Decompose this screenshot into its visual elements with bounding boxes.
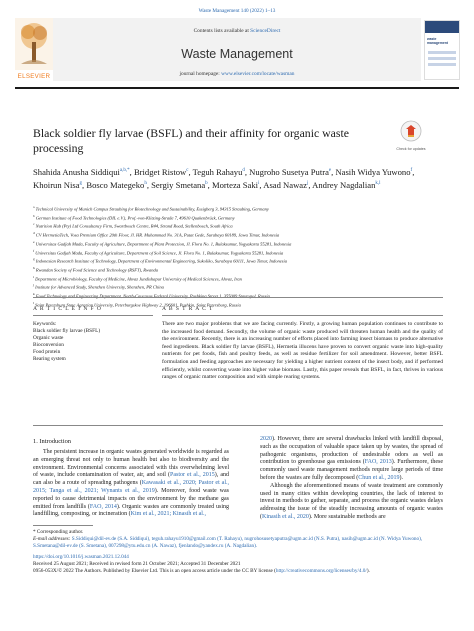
body-paragraph <box>260 436 443 483</box>
paper-title: Black soldier fly larvae (BSFL) and their affinity for organic waste processing <box>33 126 350 155</box>
citation-link[interactable]: Kim et al., 2021; Kinasih et al., <box>130 511 206 518</box>
keywords-label: Keywords: <box>33 321 57 327</box>
author-separator: , <box>308 180 313 191</box>
license-link[interactable]: http://creativecommons.org/licenses/by/4.0/ <box>275 568 367 575</box>
body-column-right <box>260 436 443 522</box>
keyword-item: Food protein <box>33 349 61 355</box>
corresponding-author-note: * Corresponding author. <box>33 529 84 535</box>
check-for-updates-icon[interactable] <box>400 120 422 146</box>
header-rule <box>15 87 459 89</box>
affiliation-item <box>33 239 443 248</box>
body-text: ). <box>399 474 403 481</box>
article-info-rule <box>33 315 153 316</box>
affiliation-key: b <box>33 213 35 218</box>
body-text: The persistent increase in organic wastes generated worldwide is regarded as an emerging threat not only to human health but also to biodiversity and the environment. Environmental concerns associated with this overwhelming level of waste, include contamination of water, air, and soil ( <box>33 449 229 479</box>
affiliation-item <box>33 213 443 222</box>
author-separator: , <box>129 166 134 177</box>
footnotes <box>33 529 443 575</box>
author-affiliation-marker[interactable]: b <box>205 181 208 187</box>
journal-homepage <box>120 71 354 77</box>
author-affiliation-marker[interactable]: c <box>186 168 189 173</box>
section-heading-introduction: 1. Introduction <box>33 438 71 445</box>
affiliation-text: Technical University of Munich Campus Straubing for Biotechnology and Sustainability, Essigberg 3, 94315 Straubing, Germany <box>34 206 269 212</box>
keyword-list <box>33 328 153 363</box>
affiliation-item <box>33 204 443 213</box>
journal-reference[interactable]: Waste Management 140 (2022) 1–13 <box>198 8 276 14</box>
doi-link[interactable]: https://doi.org/10.1016/j.wasman.2021.12.044 <box>33 553 129 560</box>
body-text: ). However, there are several drawbacks linked with landfill disposal, such as the occupation of valuable space taken up by wastes, the spread of pathogenic organisms, production of undesirable odors as well as contribution to greenhouse gas emissions ( <box>260 436 443 466</box>
author-name[interactable]: Morteza Saki <box>211 180 259 191</box>
citation-link[interactable]: Kinasih et al., 2020 <box>262 513 309 520</box>
body-column-left <box>33 449 229 519</box>
keyword-item: Black soldier fly larvae (BSFL) <box>33 328 101 334</box>
affiliation-key: e <box>33 239 35 244</box>
keyword-item: Bioconversion <box>33 342 64 348</box>
affiliation-text: Rwandan Society of Food Science and Technology (RSFT), Rwanda <box>34 267 159 273</box>
check-for-updates-label[interactable]: Check for updates <box>396 147 426 151</box>
affiliation-text: German Institute of Food Technologies (DIL e.V.), Prof.-von-Klitzing-Straße 7, 49610 Quakenbrück, Germany <box>34 215 235 221</box>
affiliation-list <box>33 204 443 308</box>
author-affiliation-marker[interactable]: i <box>258 181 260 187</box>
affiliation-item <box>33 274 443 283</box>
journal-cover-thumbnail[interactable] <box>424 20 460 80</box>
author-name[interactable]: Bosco Mategeko <box>86 180 145 191</box>
affiliation-text: CV HermetiaTech, Vosa Premium Office 20th Floor, Jl. HR. Muhammad No. 31A, Putat Gede, Surabaya 60189, Jawa Timur, Indonesia <box>34 232 280 238</box>
author-name[interactable]: Sergiy Smetana <box>151 180 206 191</box>
citation-link[interactable]: FAO, 2014 <box>89 503 117 510</box>
article-info-heading: A R T I C L E I N F O <box>33 306 102 312</box>
elsevier-wordmark: ELSEVIER <box>17 73 51 80</box>
homepage-link[interactable]: www.elsevier.com/locate/wasman <box>221 71 295 77</box>
affiliation-item <box>33 265 443 274</box>
affiliation-item <box>33 221 443 230</box>
affiliation-key: f <box>33 248 35 253</box>
license-statement <box>33 568 443 575</box>
elsevier-tree-icon <box>15 18 53 70</box>
cover-title: waste management <box>427 37 448 45</box>
body-text: ). Furthermore, these commonly used waste management methods require large periods of time before the wastes are fully decomposed ( <box>260 459 443 481</box>
affiliation-item <box>33 256 443 265</box>
keywords-block <box>33 321 153 363</box>
keyword-item: Rearing system <box>33 356 66 362</box>
author-separator: , <box>412 166 415 177</box>
cover-stripe <box>428 51 456 54</box>
author-separator: , <box>82 180 87 191</box>
affiliation-item <box>33 230 443 239</box>
author-name[interactable]: Teguh Rahayu <box>192 166 243 177</box>
author-name[interactable]: Nugroho Susetya Putra <box>249 166 329 177</box>
affiliation-text: Nutrition Hub (Pty) Ltd Consultancy Firm, Swartbosch Centre, R44, Strand Road, Stellenbosch, South Africa <box>34 223 233 229</box>
affiliation-key: i <box>33 274 34 279</box>
body-text: ). Moreover, food waste was reported to cause detrimental impacts on the environment by the methane gas emitted from landfills ( <box>33 487 229 510</box>
email-list[interactable]: S.Siddiqui@dil-ev.de (S.A. Siddiqui), teguh.rahayu1910@gmail.com (T. Rahayu), nugrohosusetyaputra@ugm.ac.id (N.S. Putra), nasih@ugm.ac.id (N. Widya Yuwono), S.Smetana@dil-ev.de (S. Smetana), 007298@ytu.edu.cn (A. Nawaz), fjenlando@yandex.ru (A. Nagdalian). <box>33 536 423 550</box>
body-paragraph <box>33 449 229 519</box>
homepage-prefix: journal homepage: <box>179 71 222 77</box>
affiliation-key: h <box>33 265 35 270</box>
body-paragraph <box>260 483 443 522</box>
affiliation-key: c <box>33 222 35 227</box>
author-affiliation-marker[interactable]: a,b,* <box>119 168 130 173</box>
author-affiliation-marker[interactable]: d <box>242 168 245 173</box>
affiliation-key: k <box>33 292 35 297</box>
affiliation-item <box>33 282 443 291</box>
author-separator: , <box>207 180 212 191</box>
author-name[interactable]: Khoirun Nisa <box>33 180 80 191</box>
author-affiliation-marker[interactable]: k,l <box>375 181 381 187</box>
affiliation-item <box>33 291 443 300</box>
body-divider <box>33 425 443 426</box>
license-suffix: ). <box>366 568 370 575</box>
contents-availability <box>120 28 354 34</box>
author-separator: , <box>259 180 264 191</box>
author-separator: , <box>188 166 193 177</box>
cover-stripe <box>428 57 456 60</box>
body-text: ). More sustainable methods are <box>308 513 386 520</box>
author-affiliation-marker[interactable]: h <box>144 181 147 187</box>
author-separator: , <box>146 180 152 191</box>
abstract-text: There are two major problems that we are facing currently. Firstly, a growing human population continues to contribute to the increased food demand. Secondly, the volume of organic waste produced will threaten human health and the quality of the environment. Recently, there is an increasing number of efforts placed into farming insect biomass to produce alternative feed ingredients. Black soldier fly larvae (BSFL), Hermetia illucens have proven to convert organic waste into high-quality nutrients for pet foods, fish and poultry feeds, as well as residue fertilizer for soil amendment. However, better BSFL formulation and feeding approaches are necessary for yielding a higher nutrient content of the insect body, and if performed efficiently, whilst converting waste into higher value biomass. Lastly, this paper reveals that BSFL, in fact, thrives in various ranges of organic matter composition and with simple rearing systems. <box>162 321 443 381</box>
author-name[interactable]: Andrey Nagdalian <box>312 180 376 191</box>
sciencedirect-link[interactable]: ScienceDirect <box>250 28 281 34</box>
author-affiliation-marker[interactable]: e <box>328 168 332 173</box>
author-name[interactable]: Asad Nawaz <box>263 180 307 191</box>
author-name[interactable]: Bridget Ristow <box>133 166 187 177</box>
author-affiliation-marker[interactable]: j <box>306 181 309 187</box>
affiliation-text: Institute for Advanced Study, Shenzhen University, Shenzhen, PR China <box>33 284 164 290</box>
contents-prefix: Contents lists available at <box>193 28 251 34</box>
journal-name: Waste Management <box>181 47 293 61</box>
affiliation-key: d <box>33 231 35 236</box>
author-list <box>33 165 443 192</box>
author-name[interactable]: Shahida Anusha Siddiqui <box>33 166 120 177</box>
affiliation-text: Universitas Gadjah Mada, Faculty of Agriculture, Department of Soil Science, Jl. Flora No. 1, Bulaksumur, Yogyakarta 55281, Indonesia <box>34 250 284 256</box>
affiliation-key: j <box>33 283 34 288</box>
citation-link[interactable]: FAO, 2013 <box>364 459 392 466</box>
citation-link[interactable]: Kawasaki et al., 2020; Pastor et al., 2015; Tanga et al., 2021; Wynants et al., 2019 <box>33 480 230 494</box>
affiliation-key: g <box>33 257 35 262</box>
author-separator: , <box>244 166 250 177</box>
affiliation-text: Saint Petersburg State Agrarian University, Peterburgskoe Highway 2, 196601, Pushkin, Saint Petersburg, Russia <box>33 302 241 308</box>
affiliation-divider <box>33 297 443 298</box>
abstract-heading: A B S T R A C T <box>162 306 214 312</box>
citation-link[interactable]: Chun et al., 2019 <box>358 474 400 481</box>
affiliation-item <box>33 248 443 257</box>
author-name[interactable]: Nasih Widya Yuwono <box>335 166 411 177</box>
body-text: Although the aforementioned means of waste treatment are commonly used in many cities within developing countries, the lack of interest to invest in methods to gather, separate, and process the organic wastes delays addressing the issue of the steadily increasing amounts of organic wastes ( <box>260 482 443 520</box>
email-addresses <box>33 536 443 550</box>
cover-stripe <box>428 63 456 66</box>
abstract-rule <box>162 315 443 316</box>
keyword-item: Organic waste <box>33 335 64 341</box>
affiliation-key: a <box>33 205 35 209</box>
affiliation-text: Department of Microbiology, Faculty of Medicine, Ahvaz Jundishapur University of Medical Sciences, Ahvaz, Iran <box>33 276 242 282</box>
elsevier-logo <box>15 18 53 82</box>
affiliation-key: l <box>33 300 34 305</box>
affiliation-text: Indonesian Research Institute of Technology, Department of Environmental Engineering, Sukoliko, Surabaya 60111, Jawa Timur, Indonesia <box>34 258 288 264</box>
cover-band <box>425 21 459 33</box>
received-dates: Received 25 August 2021; Received in revised form 21 October 2021; Accepted 31 December 2021 <box>33 560 241 567</box>
author-affiliation-marker[interactable]: g <box>79 181 83 187</box>
email-label: E-mail addresses: <box>33 536 72 543</box>
author-separator: , <box>331 166 336 177</box>
license-prefix: 0956-053X/© 2022 The Authors. Published by Elsevier Ltd. This is an open access article under the CC BY license ( <box>33 568 276 575</box>
footnote-rule <box>33 525 93 526</box>
body-text: ). Organic wastes are commonly treated using landfilling, composting, or incineration ( <box>33 503 229 518</box>
citation-link[interactable]: 2020 <box>260 436 272 442</box>
affiliation-text: Universitas Gadjah Mada, Faculty of Agriculture, Department of Plant Protection, Jl. Flora No. 1, Bulaksumur, Yogyakarta 55281, Indonesia <box>34 241 292 247</box>
author-affiliation-marker[interactable]: f <box>410 168 413 173</box>
body-text: ), and can also be a route of spreading pathogens ( <box>33 472 229 487</box>
citation-link[interactable]: Pastor et al., 2015 <box>170 472 215 479</box>
